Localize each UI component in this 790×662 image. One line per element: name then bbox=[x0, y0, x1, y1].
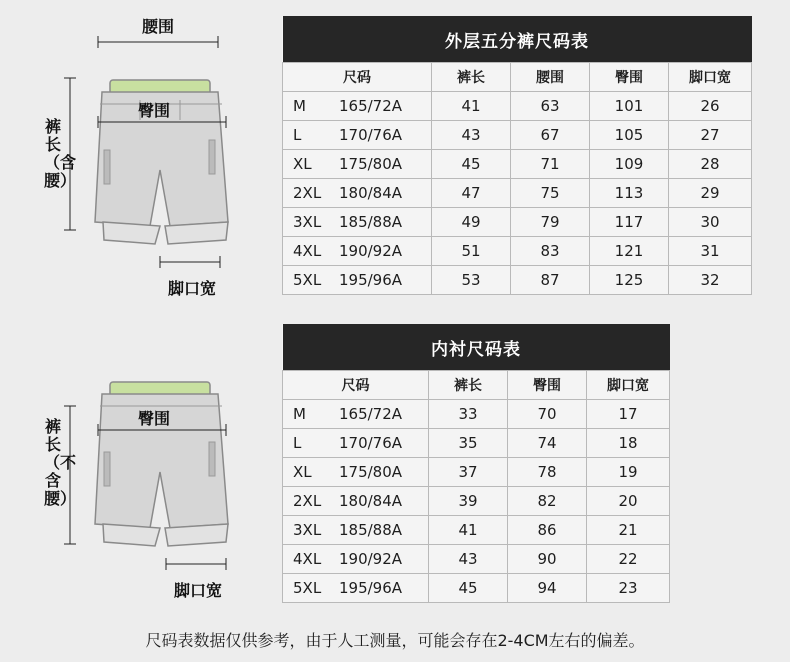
inner-length-label bbox=[44, 417, 77, 508]
measurement-cell: 101 bbox=[590, 92, 669, 121]
size-label-cell: 185/88A bbox=[335, 208, 432, 237]
measurement-cell: 105 bbox=[590, 121, 669, 150]
size-code-cell: XL bbox=[283, 150, 336, 179]
outer-table-row bbox=[283, 121, 752, 150]
measurement-cell: 32 bbox=[669, 266, 752, 295]
measurement-cell: 27 bbox=[669, 121, 752, 150]
inner-col-hip: 臀围 bbox=[508, 371, 587, 400]
outer-shorts-drawing bbox=[0, 0, 270, 300]
measurement-cell: 109 bbox=[590, 150, 669, 179]
measurement-cell: 37 bbox=[429, 458, 508, 487]
size-code-cell: M bbox=[283, 92, 336, 121]
size-label-cell: 170/76A bbox=[335, 121, 432, 150]
inner-length-label-text: 裤长（不含腰） bbox=[44, 417, 77, 508]
measurement-cell: 21 bbox=[587, 516, 670, 545]
outer-table-row bbox=[283, 266, 752, 295]
measurement-cell: 28 bbox=[669, 150, 752, 179]
measurement-cell: 41 bbox=[432, 92, 511, 121]
outer-table-row bbox=[283, 92, 752, 121]
inner-table-title: 内衬尺码表 bbox=[283, 324, 670, 371]
size-label-cell: 170/76A bbox=[335, 429, 429, 458]
outer-table-row bbox=[283, 208, 752, 237]
size-label-cell: 190/92A bbox=[335, 545, 429, 574]
measurement-cell: 83 bbox=[511, 237, 590, 266]
outer-col-hip: 臀围 bbox=[590, 63, 669, 92]
measurement-cell: 39 bbox=[429, 487, 508, 516]
measurement-cell: 45 bbox=[429, 574, 508, 603]
measurement-cell: 117 bbox=[590, 208, 669, 237]
measurement-cell: 94 bbox=[508, 574, 587, 603]
inner-table-row bbox=[283, 545, 670, 574]
measurement-cell: 47 bbox=[432, 179, 511, 208]
inner-table-row bbox=[283, 574, 670, 603]
size-label-cell: 180/84A bbox=[335, 487, 429, 516]
measurement-cell: 19 bbox=[587, 458, 670, 487]
measurement-cell: 41 bbox=[429, 516, 508, 545]
inner-hip-label: 臀围 bbox=[138, 409, 171, 428]
measurement-cell: 67 bbox=[511, 121, 590, 150]
outer-table-row bbox=[283, 179, 752, 208]
measurement-cell: 17 bbox=[587, 400, 670, 429]
outer-col-waist: 腰围 bbox=[511, 63, 590, 92]
footer-note: 尺码表数据仅供参考，由于人工测量，可能会存在2-4CM左右的偏差。 bbox=[145, 631, 645, 650]
size-label-cell: 165/72A bbox=[335, 400, 429, 429]
inner-table-row bbox=[283, 458, 670, 487]
measurement-cell: 53 bbox=[432, 266, 511, 295]
outer-table-title: 外层五分裤尺码表 bbox=[283, 16, 752, 63]
measurement-cell: 31 bbox=[669, 237, 752, 266]
inner-table-row bbox=[283, 429, 670, 458]
size-label-cell: 185/88A bbox=[335, 516, 429, 545]
outer-col-size: 尺码 bbox=[283, 63, 432, 92]
measurement-cell: 33 bbox=[429, 400, 508, 429]
size-label-cell: 180/84A bbox=[335, 179, 432, 208]
measurement-cell: 26 bbox=[669, 92, 752, 121]
size-label-cell: 190/92A bbox=[335, 237, 432, 266]
inner-table-row bbox=[283, 400, 670, 429]
measurement-cell: 113 bbox=[590, 179, 669, 208]
inner-hem-label: 脚口宽 bbox=[174, 581, 223, 600]
inner-header-row bbox=[283, 371, 670, 400]
measurement-cell: 43 bbox=[432, 121, 511, 150]
outer-table-row bbox=[283, 237, 752, 266]
size-code-cell: 2XL bbox=[283, 179, 336, 208]
outer-size-table bbox=[282, 16, 752, 295]
measurement-cell: 125 bbox=[590, 266, 669, 295]
inner-shorts-figure bbox=[0, 320, 270, 610]
measurement-cell: 71 bbox=[511, 150, 590, 179]
size-code-cell: 5XL bbox=[283, 574, 336, 603]
outer-col-length: 裤长 bbox=[432, 63, 511, 92]
length-label bbox=[44, 117, 77, 190]
measurement-cell: 70 bbox=[508, 400, 587, 429]
inner-size-table bbox=[282, 324, 670, 603]
measurement-cell: 87 bbox=[511, 266, 590, 295]
measurement-cell: 43 bbox=[429, 545, 508, 574]
measurement-cell: 49 bbox=[432, 208, 511, 237]
measurement-cell: 35 bbox=[429, 429, 508, 458]
inner-col-size: 尺码 bbox=[283, 371, 429, 400]
size-code-cell: 5XL bbox=[283, 266, 336, 295]
size-code-cell: 3XL bbox=[283, 208, 336, 237]
measurement-cell: 63 bbox=[511, 92, 590, 121]
measurement-cell: 51 bbox=[432, 237, 511, 266]
hip-label: 臀围 bbox=[138, 101, 171, 120]
size-code-cell: 4XL bbox=[283, 237, 336, 266]
size-label-cell: 175/80A bbox=[335, 150, 432, 179]
measurement-cell: 86 bbox=[508, 516, 587, 545]
measurement-cell: 78 bbox=[508, 458, 587, 487]
measurement-cell: 30 bbox=[669, 208, 752, 237]
size-code-cell: M bbox=[283, 400, 336, 429]
size-label-cell: 165/72A bbox=[335, 92, 432, 121]
measurement-cell: 23 bbox=[587, 574, 670, 603]
length-label-text: 裤长（含腰） bbox=[44, 117, 77, 190]
size-code-cell: 3XL bbox=[283, 516, 336, 545]
measurement-cell: 75 bbox=[511, 179, 590, 208]
size-label-cell: 175/80A bbox=[335, 458, 429, 487]
measurement-cell: 29 bbox=[669, 179, 752, 208]
outer-table-row bbox=[283, 150, 752, 179]
hem-label: 脚口宽 bbox=[168, 279, 217, 298]
size-label-cell: 195/96A bbox=[335, 266, 432, 295]
waist-label: 腰围 bbox=[142, 17, 175, 36]
measurement-cell: 90 bbox=[508, 545, 587, 574]
measurement-cell: 79 bbox=[511, 208, 590, 237]
size-code-cell: L bbox=[283, 121, 336, 150]
inner-table-row bbox=[283, 487, 670, 516]
inner-col-length: 裤长 bbox=[429, 371, 508, 400]
outer-col-hem: 脚口宽 bbox=[669, 63, 752, 92]
outer-shorts-figure bbox=[0, 0, 270, 300]
inner-table-row bbox=[283, 516, 670, 545]
measurement-cell: 20 bbox=[587, 487, 670, 516]
measurement-cell: 82 bbox=[508, 487, 587, 516]
size-code-cell: 4XL bbox=[283, 545, 336, 574]
measurement-cell: 22 bbox=[587, 545, 670, 574]
size-code-cell: 2XL bbox=[283, 487, 336, 516]
measurement-cell: 45 bbox=[432, 150, 511, 179]
measurement-cell: 74 bbox=[508, 429, 587, 458]
measurement-cell: 121 bbox=[590, 237, 669, 266]
inner-shorts-drawing bbox=[0, 320, 270, 610]
size-code-cell: L bbox=[283, 429, 336, 458]
size-code-cell: XL bbox=[283, 458, 336, 487]
outer-header-row bbox=[283, 63, 752, 92]
size-label-cell: 195/96A bbox=[335, 574, 429, 603]
measurement-cell: 18 bbox=[587, 429, 670, 458]
inner-col-hem: 脚口宽 bbox=[587, 371, 670, 400]
